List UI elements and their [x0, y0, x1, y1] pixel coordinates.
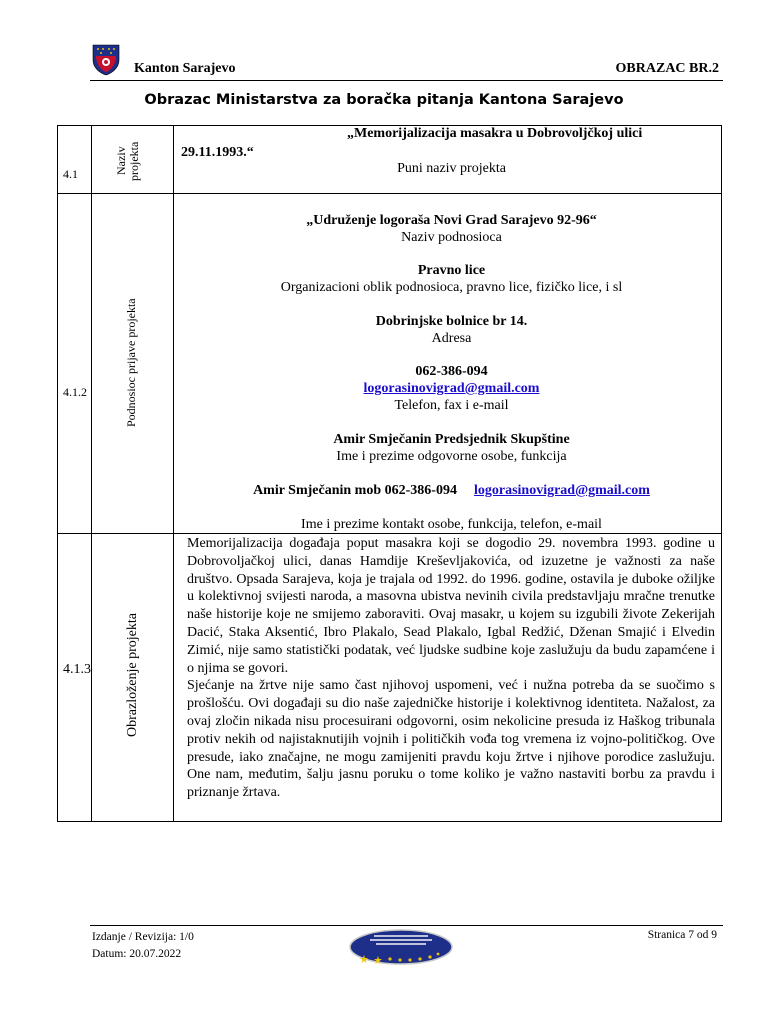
footer-left: [92, 929, 194, 963]
project-name-cell: [181, 125, 722, 193]
phone: 062-386-094: [415, 364, 488, 379]
project-name-caption: Puni naziv projekta: [397, 161, 506, 176]
project-name-line2: 29.11.1993.“: [181, 145, 254, 160]
email-line: [181, 380, 722, 397]
document-title: Obrazac Ministarstva za boračka pitanja Kantona Sarajevo: [144, 92, 624, 108]
contact-caption: Telefon, fax i e-mail: [394, 398, 509, 413]
justification-text: [187, 535, 715, 802]
justification-paragraph: Memorijalizacija događaja poput masakra koji se dogodio 29. novembra 1993. godine u Dobrovoljačkoj ulici, danas Hamdije Kreševljakovića, od izuzetne je važnosti za naše društvo. Opsada Sarajeva, koja je trajala od 1992. do 1996. godine, ostavila je duboke ožiljke u kolektivnoj svijesti naroda, a masovna ubistva nevinih civila predstavljaju mračne trenutke naše historije koje ne smijemo zaboraviti. Ovaj masakr, u kojem su izgubili živote Zekerijah Dacić, Staka Aksentić, Ibro Plakalo, Sead Plakalo, Igbal Redžić, Dženan Smajić i Elvedin Zimić, nije samo statistički podatak, već ljudske sudbine koje zaslužuju da budu zapamćene i o njima se govori.: [187, 536, 715, 676]
justification-cell: [181, 534, 722, 822]
european-region-seal-icon: [348, 926, 454, 966]
canton-coat-of-arms-icon: [92, 44, 120, 76]
footer-date: Datum: 20.07.2022: [92, 948, 182, 960]
table-column-divider: [173, 125, 174, 822]
header-organization: Kanton Sarajevo: [134, 61, 236, 76]
contact-person-caption: Ime i prezime kontakt osobe, funkcija, telefon, e-mail: [301, 517, 602, 532]
table-border-left: [57, 125, 58, 822]
project-name-line1: „Memorijalizacija masakra u Dobrovoljčkoj ulici: [347, 126, 643, 141]
row-label: Naziv projekta: [114, 141, 141, 181]
row-number: 4.1.2: [63, 385, 87, 399]
application-table: [57, 125, 722, 822]
contact-email-link[interactable]: logorasinovigrad@gmail.com: [473, 483, 650, 498]
page-footer: [90, 925, 723, 966]
org-form-caption: Organizacioni oblik podnosioca, pravno lice, fizičko lice, i sl: [280, 280, 623, 295]
contact-person: Amir Smječanin mob 062-386-094: [253, 483, 457, 498]
footer-revision: Izdanje / Revizija: 1/0: [92, 931, 194, 943]
row-label: Podnosioc prijave projekta: [124, 298, 138, 428]
contact-person-line: [181, 482, 722, 499]
responsible-person: Amir Smječanin Predsjednik Skupštine: [333, 432, 570, 447]
justification-paragraph: Sjećanje na žrtve nije samo čast njihovoj uspomeni, već i nužna potreba da se suočimo s prošlošću. Ovi događaji su dio naše zajedničke historije i kolektivnog identiteta. Nažalost, za ovaj zločin nikada nisu procesuirani odgovorni, osim nekolicine presuda iz Haškog tribunala protiv nekih od najistaknutijih vojnih i političkih vođa tog vremena iz vojno-političkog. Ove presude, iako značajne, ne mogu zamijeniti pravdu koju žrtve i njihove porodice zaslužuju. One nam, međutim, šalju jasnu poruku o tome koliko je važno nastaviti borbu za pravdu i priznanje žrtava.: [187, 678, 715, 801]
applicant-cell: [181, 194, 722, 533]
row-number: 4.1: [63, 167, 78, 181]
responsible-caption: Ime i prezime odgovorne osobe, funkcija: [336, 449, 567, 464]
table-column-divider: [91, 125, 92, 822]
row-number: 4.1.3: [63, 662, 91, 677]
address: Dobrinjske bolnice br 14.: [375, 314, 528, 329]
page-header: [90, 42, 723, 81]
email-link[interactable]: logorasinovigrad@gmail.com: [363, 381, 540, 396]
applicant-name: „Udruženje logoraša Novi Grad Sarajevo 92-96“: [306, 213, 597, 228]
org-form: Pravno lice: [417, 263, 486, 278]
row-label: Obrazloženje projekta: [125, 613, 140, 737]
applicant-name-caption: Naziv podnosioca: [401, 230, 502, 245]
footer-page-number: Stranica 7 od 9: [647, 929, 717, 941]
address-caption: Adresa: [431, 331, 472, 346]
header-form-number: OBRAZAC BR.2: [615, 61, 719, 76]
